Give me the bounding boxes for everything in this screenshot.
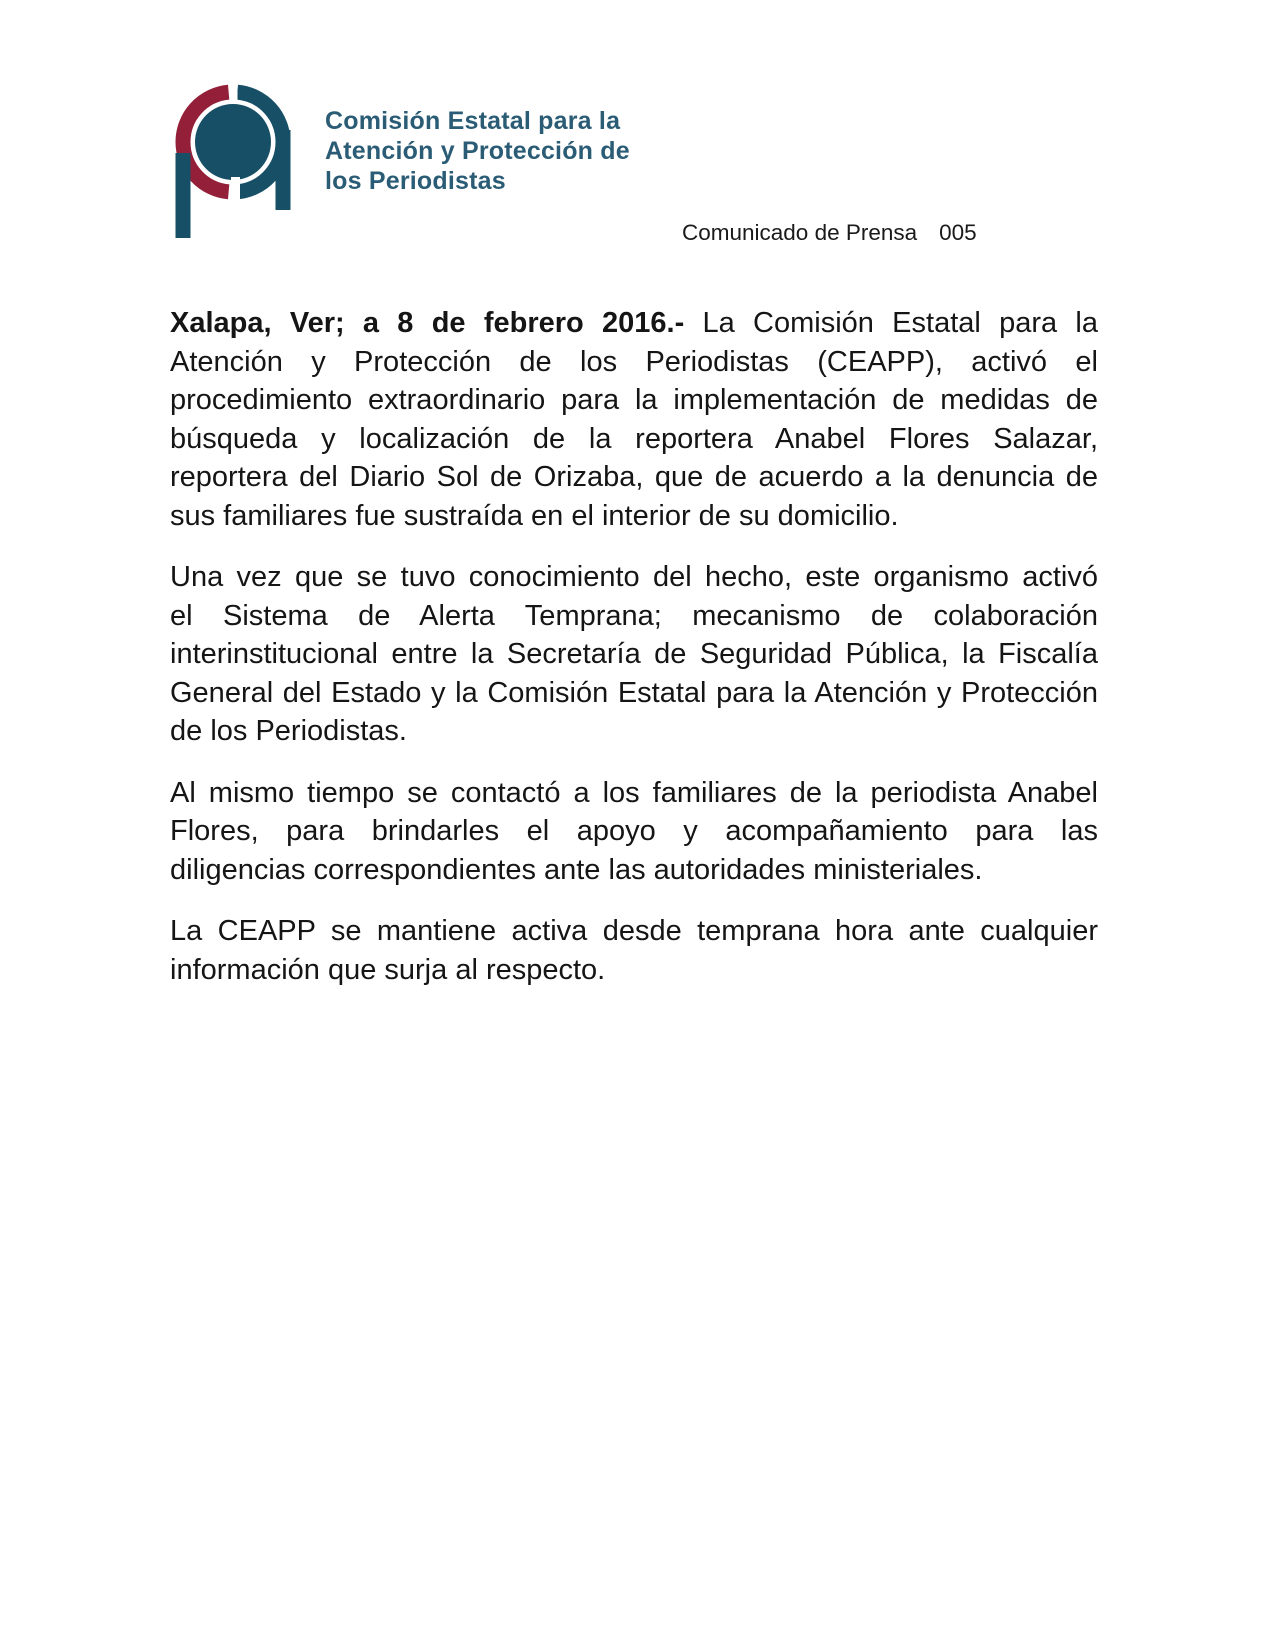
text-line: [170, 951, 1098, 990]
body-text: Flores, para brindarles el apoyo y acompañamiento para las: [170, 815, 1098, 847]
logo-top-slit: [233, 70, 238, 103]
logo-center-circle: [195, 104, 271, 180]
text-line: [170, 712, 1098, 751]
doc-label: Comunicado de Prensa: [682, 220, 918, 245]
body-text: reportera del Diario Sol de Orizaba, que de acuerdo a la denuncia de: [170, 461, 1098, 493]
body-text: interinstitucional entre la Secretaría de Seguridad Pública, la Fiscalía: [170, 638, 1098, 670]
body-text: Al mismo tiempo se contactó a los familiares de la periodista Anabel: [170, 776, 1098, 809]
body-text: General del Estado y la Comisión Estatal para la Atención y Protección: [170, 676, 1098, 709]
logo-left-stem: [176, 153, 191, 238]
paragraph: [170, 774, 1098, 890]
paragraph: [170, 304, 1098, 535]
text-line: [170, 597, 1098, 636]
text-line: [170, 851, 1098, 890]
dateline-bold-text: Xalapa, Ver; a 8 de febrero 2016.-: [170, 307, 685, 339]
text-line: [170, 381, 1098, 420]
text-line: [170, 812, 1098, 851]
paragraph: [170, 912, 1098, 989]
text-line: [170, 458, 1098, 497]
body-text: de los Periodistas.: [170, 715, 407, 747]
body-text: búsqueda y localización de la reportera Anabel Flores Salazar,: [170, 422, 1098, 455]
text-line: [170, 774, 1098, 813]
body-text: sus familiares fue sustraída en el interior de su domicilio.: [170, 499, 899, 532]
text-line: [170, 420, 1098, 459]
document-body: [170, 304, 1098, 1012]
text-line: [170, 497, 1098, 536]
logo-right-stem: [276, 130, 291, 210]
org-name-line: Atención y Protección de: [325, 137, 630, 165]
text-line: [170, 558, 1098, 597]
body-text: información que surja al respecto.: [170, 953, 606, 986]
text-line: [170, 343, 1098, 382]
body-text: La CEAPP se mantiene activa desde temprana hora ante cualquier: [170, 915, 1098, 947]
body-text: Atención y Protección de los Periodistas (CEAPP), activó el: [170, 345, 1098, 378]
body-text: el Sistema de Alerta Temprana; mecanismo de colaboración: [170, 599, 1098, 632]
org-name: [325, 106, 630, 196]
text-line: [170, 674, 1098, 713]
text-line: [170, 304, 1098, 343]
text-line: [170, 912, 1098, 951]
body-text: La Comisión Estatal para la: [684, 307, 1098, 339]
logo-bottom-slit: [231, 177, 240, 213]
org-name-line: Comisión Estatal para la: [325, 107, 621, 135]
body-text: Una vez que se tuvo conocimiento del hecho, este organismo activó: [170, 561, 1098, 593]
doc-title-line: [682, 219, 977, 247]
body-text: diligencias correspondientes ante las autoridades ministeriales.: [170, 853, 983, 886]
text-line: [170, 635, 1098, 674]
org-name-line: los Periodistas: [325, 167, 506, 195]
paragraph: [170, 558, 1098, 751]
body-text: procedimiento extraordinario para la implementación de medidas de: [170, 384, 1098, 416]
doc-number: 005: [939, 220, 977, 245]
ceapp-logo-icon: [168, 70, 300, 242]
